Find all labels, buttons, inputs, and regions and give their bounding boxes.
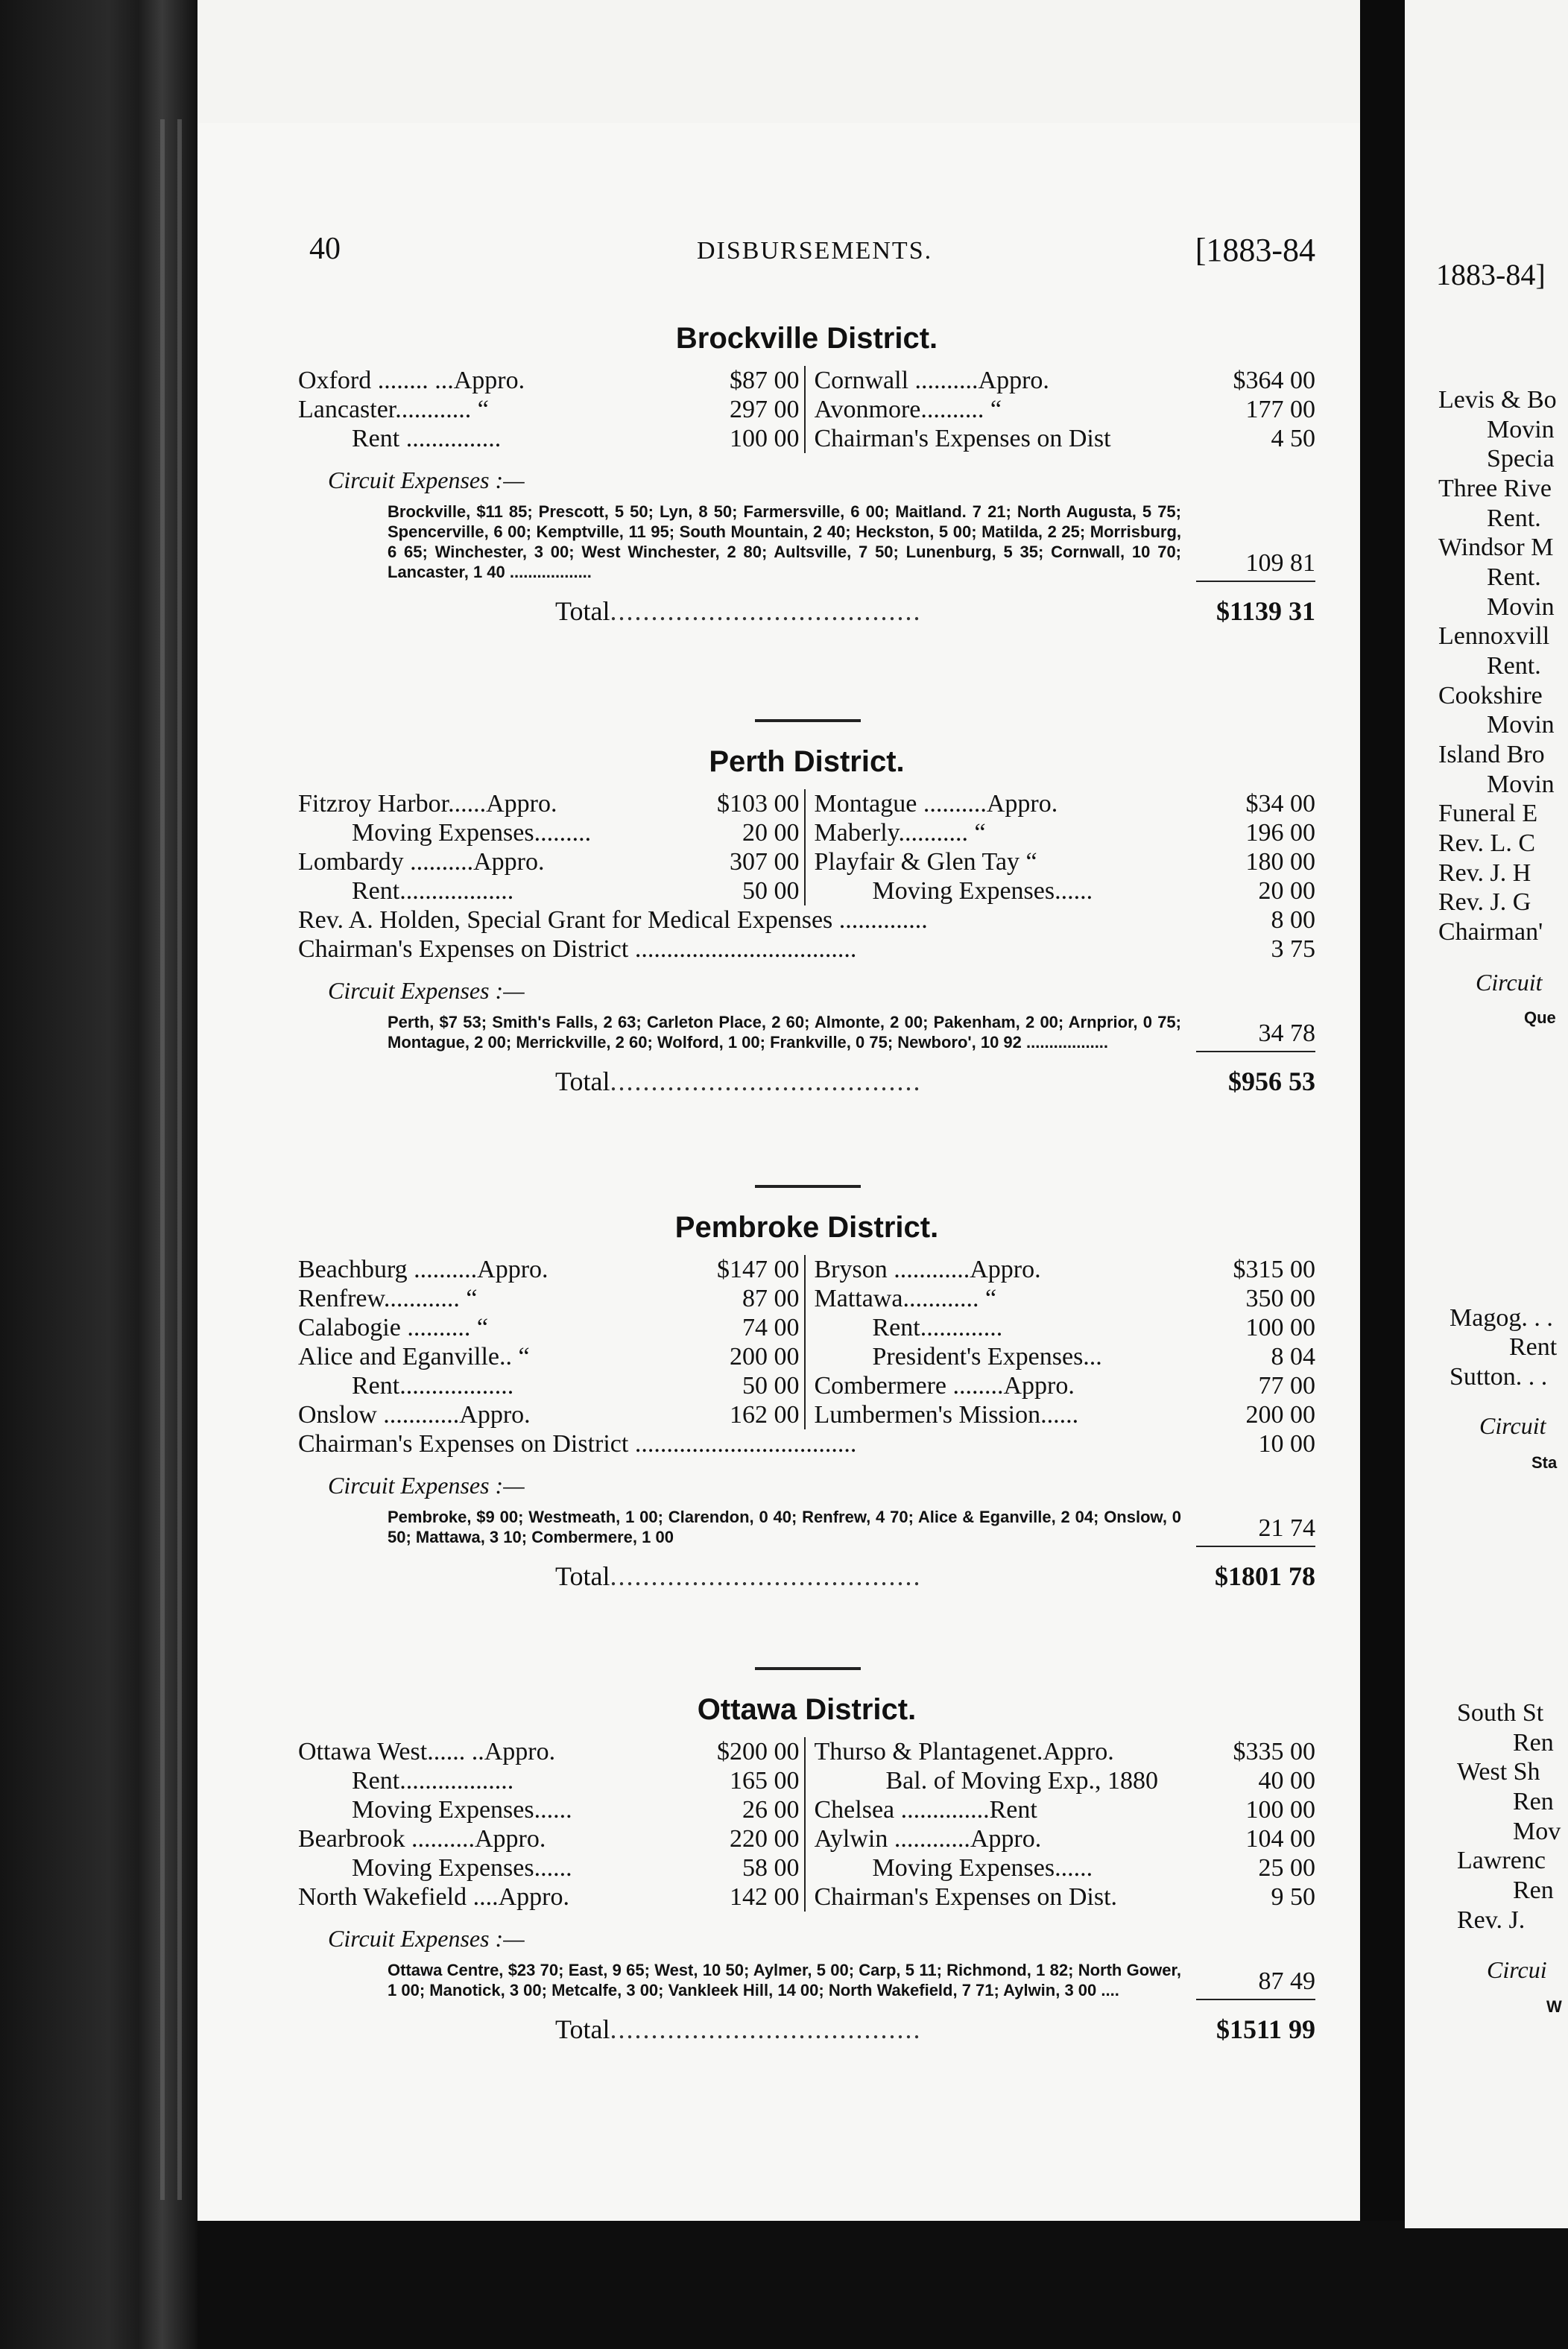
ledger-row: Mattawa............ “ 350 00 [814, 1285, 1315, 1312]
section-divider [755, 1667, 861, 1670]
right-page-circuit: Circuit [1476, 969, 1543, 996]
circuit-expenses-amount: 87 49 [1196, 1967, 1315, 2000]
right-page-line: Chairman' [1438, 918, 1543, 946]
right-page-circuit: Circui [1487, 1956, 1547, 1983]
section-divider [755, 719, 861, 722]
circuit-expenses-amount: 34 78 [1196, 1019, 1315, 1052]
district-total: $1801 78 [1215, 1561, 1315, 1591]
left-column [298, 1255, 806, 1429]
ledger-row: Bryson ............Appro. $315 00 [814, 1256, 1315, 1283]
circuit-expenses-text: Brockville, $11 85; Prescott, 5 50; Lyn, 8 50; Farmersville, 6 00; Maitland. 7 21; North Augusta, 5 75; Spencerville, 6 00; Kemptville, 11 95; South Mountain, 2 40; Heckston, 5 00; Matilda, 2 25; Morrisburg, 6 65; Winchester, 3 00; West Winchester, 2 80; Aultsville, 7 50; Lunenburg, 5 35; Cornwall, 10 70; Lancaster, 1 40 .................. [388, 502, 1181, 581]
district-pembroke [298, 1211, 1315, 1592]
page-header [309, 231, 1315, 276]
ledger-row: Fitzroy Harbor......Appro. $103 00 [298, 790, 800, 818]
right-page-line: Cookshire [1438, 682, 1543, 709]
ledger-row: Moving Expenses...... 58 00 [352, 1854, 800, 1882]
right-column [815, 789, 1316, 905]
total-label: Total [555, 1561, 610, 1591]
total-label: Total [555, 1066, 610, 1096]
district-title: Ottawa District. [697, 1693, 917, 1726]
ledger-row: Moving Expenses...... 25 00 [872, 1854, 1315, 1882]
ledger-row: Bal. of Moving Exp., 1880 40 00 [885, 1767, 1315, 1795]
right-page-line: Ren [1513, 1729, 1554, 1757]
right-page-line: Rent. [1487, 563, 1541, 591]
ledger-row: Rent.................. 50 00 [352, 877, 800, 905]
left-column [298, 1737, 806, 1912]
ledger-row: Moving Expenses......... 20 00 [352, 819, 800, 847]
district-ottawa [298, 1693, 1315, 2045]
ledger-row: Chelsea ..............Rent 100 00 [814, 1796, 1315, 1824]
right-page-line: Rent. [1487, 652, 1541, 680]
district-total-row: Total...................................... $956 53 [555, 1066, 1315, 1096]
right-page-line: Three Rive [1438, 475, 1552, 502]
right-page-line: Movin [1487, 416, 1555, 443]
right-page-line: Movin [1487, 593, 1555, 621]
district-title: Brockville District. [675, 322, 938, 355]
ledger-row: Alice and Eganville.. “ 200 00 [298, 1343, 800, 1370]
ledger-row: Lancaster............ “ 297 00 [298, 396, 800, 423]
district-total: $1511 99 [1215, 2014, 1315, 2044]
ledger-row: Thurso & Plantagenet.Appro. $335 00 [814, 1738, 1315, 1765]
right-page-line: Movin [1487, 771, 1555, 798]
ledger-row: Ottawa West...... ..Appro. $200 00 [298, 1738, 800, 1765]
right-page-line: Movin [1487, 711, 1555, 739]
district-total-row: Total...................................... $1139 31 [555, 596, 1315, 626]
left-column [298, 366, 806, 453]
right-page [1405, 130, 1568, 2228]
circuit-expenses-amount: 21 74 [1196, 1514, 1315, 1547]
ledger-row: Combermere ........Appro. 77 00 [814, 1372, 1315, 1400]
right-page-circuit: Circuit [1479, 1412, 1546, 1439]
right-page-line: Rent. [1487, 505, 1541, 532]
ledger-row: Avonmore.......... “ 177 00 [814, 396, 1315, 423]
right-page-line: Funeral E [1438, 800, 1538, 827]
right-page-line: Specia [1487, 445, 1555, 472]
circuit-expenses-heading: Circuit Expenses :— [328, 977, 525, 1004]
right-page-line: Levis & Bo [1438, 386, 1557, 414]
district-perth [298, 745, 1315, 1097]
right-page-line: Sutton. . . [1450, 1363, 1548, 1391]
ledger-row: Chairman's Expenses on Dist 4 50 [814, 425, 1315, 452]
district-brockville [298, 322, 1315, 627]
ledger-row: Moving Expenses...... 26 00 [352, 1796, 800, 1824]
right-page-line: Rent [1509, 1333, 1558, 1361]
ledger-row: Beachburg ..........Appro. $147 00 [298, 1256, 800, 1283]
right-page-line: Lennoxvill [1438, 622, 1550, 650]
ledger-row: Rent............. 100 00 [872, 1314, 1315, 1341]
right-page-circuit-text: Que [1524, 1008, 1556, 1027]
ledger-row: Bearbrook ..........Appro. 220 00 [298, 1825, 800, 1853]
right-page-year: 1883-84] [1436, 258, 1546, 291]
page-title: DISBURSEMENTS. [697, 237, 933, 265]
ledger-row: Rent ............... 100 00 [352, 425, 800, 452]
right-column [815, 1737, 1316, 1912]
right-page-line: Rev. J. G [1438, 888, 1531, 916]
right-page-line: Rev. J. H [1438, 859, 1531, 887]
ledger-row: Onslow ............Appro. 162 00 [298, 1401, 800, 1429]
right-page-circuit-text: Sta [1531, 1453, 1558, 1472]
total-label: Total [555, 596, 610, 626]
district-total-row: Total...................................... $1801 78 [555, 1561, 1315, 1591]
district-title: Pembroke District. [674, 1211, 939, 1244]
circuit-expenses-heading: Circuit Expenses :— [328, 1472, 525, 1499]
right-column [815, 1255, 1316, 1429]
ledger-row: Chairman's Expenses on Dist. 9 50 [814, 1883, 1315, 1911]
circuit-expenses-text: Perth, $7 53; Smith's Falls, 2 63; Carleton Place, 2 60; Almonte, 2 00; Pakenham, 2 00; Arnprior, 0 75; Montague, 2 00; Merrickville, 2 60; Wolford, 1 00; Frankville, 0 75; Newboro', 10 92 .................. [388, 1013, 1181, 1052]
ledger-row: Montague ..........Appro. $34 00 [814, 790, 1315, 818]
district-total: $956 53 [1228, 1066, 1315, 1096]
ledger-row: Chairman's Expenses on District ................................... 3 75 [298, 935, 1315, 963]
ledger-row: Moving Expenses...... 20 00 [872, 877, 1315, 905]
ledger-row: Playfair & Glen Tay “ 180 00 [814, 848, 1315, 876]
ledger-row: Calabogie .......... “ 74 00 [298, 1314, 800, 1341]
circuit-expenses-heading: Circuit Expenses :— [328, 1925, 525, 1952]
ledger-row: Oxford ........ ...Appro. $87 00 [298, 367, 800, 394]
circuit-expenses-text: Pembroke, $9 00; Westmeath, 1 00; Clarendon, 0 40; Renfrew, 4 70; Alice & Eganville, 2 04; Onslow, 0 50; Mattawa, 3 10; Combermere, 1 00 [388, 1508, 1181, 1546]
right-page-line: Ren [1513, 1788, 1554, 1815]
ledger-row: Rev. A. Holden, Special Grant for Medical Expenses .............. 8 00 [298, 906, 1315, 934]
total-label: Total [555, 2014, 610, 2044]
right-page-line: Rev. J. [1457, 1906, 1526, 1934]
right-column [815, 366, 1316, 453]
right-page-circuit-text: W [1546, 1997, 1562, 2016]
right-page-line: Mov [1513, 1818, 1561, 1845]
ledger-row: Maberly........... “ 196 00 [814, 819, 1315, 847]
right-page-line: Ren [1513, 1877, 1554, 1904]
right-page-line: Magog. . . [1450, 1304, 1553, 1332]
right-page-line: Lawrenc [1457, 1847, 1546, 1874]
ledger-row: North Wakefield ....Appro. 142 00 [298, 1883, 800, 1911]
left-column [298, 789, 806, 905]
background-shadow [197, 2221, 1568, 2349]
ledger-row: Rent.................. 50 00 [352, 1372, 800, 1400]
right-page-line: Island Bro [1438, 741, 1545, 768]
ledger-row: Cornwall ..........Appro. $364 00 [814, 367, 1315, 394]
circuit-expenses-heading: Circuit Expenses :— [328, 467, 525, 493]
page-number: 40 [309, 232, 341, 266]
book-spine [0, 0, 197, 2349]
page-year: [1883-84 [1195, 232, 1315, 268]
ledger-row: Renfrew............ “ 87 00 [298, 1285, 800, 1312]
right-page-line: South St [1457, 1699, 1544, 1727]
page-gutter [1360, 0, 1405, 2349]
right-page-line: Rev. L. C [1438, 829, 1536, 857]
ledger-row: Aylwin ............Appro. 104 00 [814, 1825, 1315, 1853]
right-page-line: Windsor M [1438, 534, 1554, 561]
ledger-row: President's Expenses... 8 04 [872, 1343, 1315, 1370]
circuit-expenses-text: Ottawa Centre, $23 70; East, 9 65; West, 10 50; Aylmer, 5 00; Carp, 5 11; Richmond, 1 82; North Gower, 1 00; Manotick, 3 00; Metcalfe, 3 00; Vankleek Hill, 14 00; North Wakefield, 7 71; Aylwin, 3 00 .... [388, 1961, 1181, 1999]
ledger-row: Lombardy ..........Appro. 307 00 [298, 848, 800, 876]
district-total-row: Total...................................... $1511 99 [555, 2014, 1315, 2044]
circuit-expenses-amount: 109 81 [1196, 549, 1315, 582]
section-divider [755, 1185, 861, 1188]
ledger-row: Lumbermen's Mission...... 200 00 [814, 1401, 1315, 1429]
district-title: Perth District. [709, 745, 905, 778]
ledger-row: Rent.................. 165 00 [352, 1767, 800, 1795]
right-page-line: West Sh [1457, 1758, 1540, 1786]
district-total: $1139 31 [1215, 596, 1315, 626]
ledger-row: Chairman's Expenses on District ................................... 10 00 [298, 1430, 1315, 1458]
